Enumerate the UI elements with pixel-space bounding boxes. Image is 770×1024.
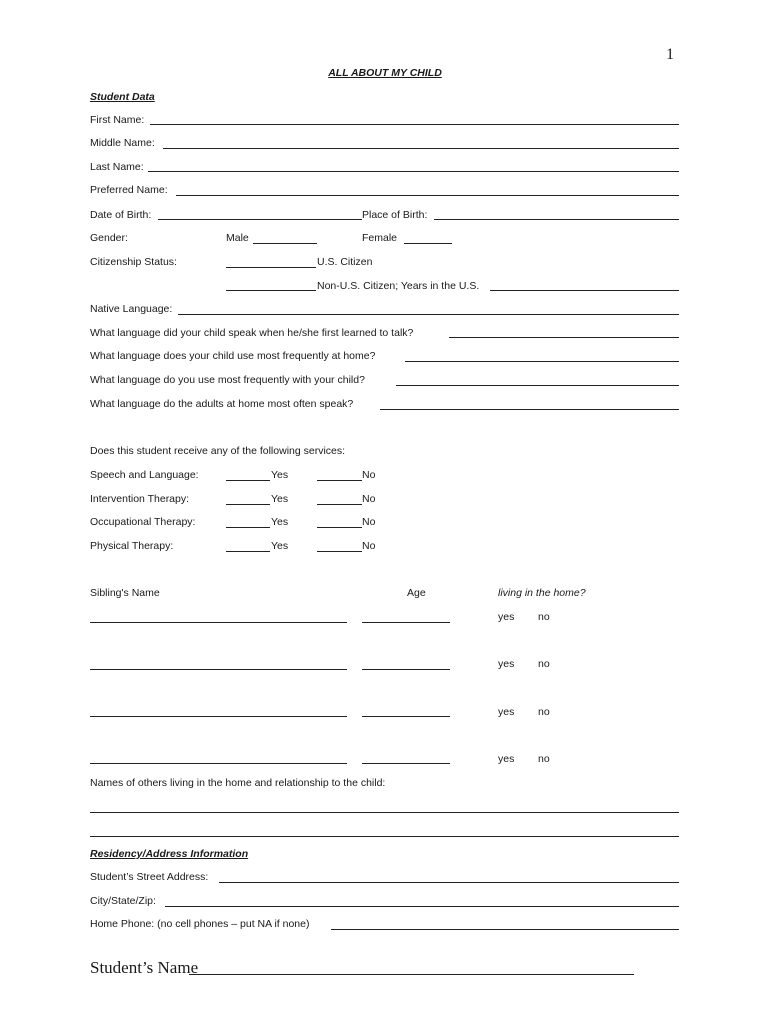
service-no-field[interactable] — [317, 480, 362, 481]
gender-label: Gender: — [90, 232, 128, 244]
city-state-zip-label: City/State/Zip: — [90, 895, 156, 907]
sibling-age-field[interactable] — [362, 669, 450, 670]
last-name-field[interactable] — [148, 171, 679, 172]
footer-student-name-label: Student’s Name — [90, 958, 199, 977]
student-data-heading: Student Data — [90, 91, 155, 103]
place-of-birth-label: Place of Birth: — [362, 209, 428, 221]
sibling-yes-option[interactable]: yes — [498, 658, 515, 670]
service-yes-label: Yes — [271, 516, 289, 528]
service-no-label: No — [362, 516, 376, 528]
child-home-language-field[interactable] — [405, 361, 679, 362]
service-label: Intervention Therapy: — [90, 493, 190, 505]
last-name-label: Last Name: — [90, 161, 144, 173]
service-no-label: No — [362, 493, 376, 505]
service-yes-field[interactable] — [226, 480, 270, 481]
sibling-age-field[interactable] — [362, 763, 450, 764]
us-citizen-field[interactable] — [226, 267, 316, 268]
preferred-name-label: Preferred Name: — [90, 184, 168, 196]
street-address-field[interactable] — [219, 882, 679, 883]
female-label: Female — [362, 232, 398, 244]
service-no-label: No — [362, 469, 376, 481]
service-yes-label: Yes — [271, 469, 289, 481]
first-name-label: First Name: — [90, 114, 145, 126]
others-in-home-field[interactable] — [90, 836, 679, 837]
sibling-yes-option[interactable]: yes — [498, 611, 515, 623]
first-talk-language-label: What language did your child speak when he/she first learned to talk? — [90, 327, 414, 339]
sibling-age-field[interactable] — [362, 622, 450, 623]
sibling-age-header: Age — [407, 587, 426, 599]
parent-language-field[interactable] — [396, 385, 679, 386]
non-us-citizen-field[interactable] — [226, 290, 316, 291]
place-of-birth-field[interactable] — [434, 219, 679, 220]
city-state-zip-field[interactable] — [165, 906, 679, 907]
footer-student-name-field[interactable] — [189, 974, 634, 975]
adults-language-label: What language do the adults at home most often speak? — [90, 398, 354, 410]
service-no-field[interactable] — [317, 551, 362, 552]
sibling-no-option[interactable]: no — [538, 753, 550, 765]
service-no-field[interactable] — [317, 527, 362, 528]
sibling-yes-option[interactable]: yes — [498, 753, 515, 765]
sibling-yes-option[interactable]: yes — [498, 706, 515, 718]
date-of-birth-label: Date of Birth: — [90, 209, 152, 221]
first-talk-language-field[interactable] — [449, 337, 679, 338]
first-name-field[interactable] — [150, 124, 679, 125]
sibling-name-field[interactable] — [90, 716, 347, 717]
native-language-label: Native Language: — [90, 303, 173, 315]
service-yes-field[interactable] — [226, 504, 270, 505]
page-number: 1 — [666, 46, 674, 63]
sibling-no-option[interactable]: no — [538, 658, 550, 670]
street-address-label: Student’s Street Address: — [90, 871, 209, 883]
sibling-no-option[interactable]: no — [538, 706, 550, 718]
form-title: ALL ABOUT MY CHILD — [328, 67, 442, 79]
residency-heading: Residency/Address Information — [90, 848, 249, 860]
sibling-living-header: living in the home? — [498, 587, 586, 599]
service-yes-label: Yes — [271, 493, 289, 505]
middle-name-field[interactable] — [163, 148, 679, 149]
middle-name-label: Middle Name: — [90, 137, 155, 149]
adults-language-field[interactable] — [380, 409, 679, 410]
male-field[interactable] — [253, 243, 317, 244]
date-of-birth-field[interactable] — [158, 219, 362, 220]
sibling-name-header: Sibling's Name — [90, 587, 160, 599]
service-label: Speech and Language: — [90, 469, 199, 481]
sibling-name-field[interactable] — [90, 622, 347, 623]
sibling-name-field[interactable] — [90, 763, 347, 764]
child-home-language-label: What language does your child use most frequently at home? — [90, 350, 376, 362]
service-no-field[interactable] — [317, 504, 362, 505]
us-citizen-label: U.S. Citizen — [317, 256, 373, 268]
years-in-us-field[interactable] — [490, 290, 679, 291]
female-field[interactable] — [404, 243, 452, 244]
sibling-no-option[interactable]: no — [538, 611, 550, 623]
service-yes-field[interactable] — [226, 551, 270, 552]
non-us-citizen-label: Non-U.S. Citizen; Years in the U.S. — [317, 280, 480, 292]
preferred-name-field[interactable] — [176, 195, 679, 196]
male-label: Male — [226, 232, 249, 244]
service-label: Occupational Therapy: — [90, 516, 196, 528]
home-phone-label: Home Phone: (no cell phones – put NA if none) — [90, 918, 310, 930]
service-yes-field[interactable] — [226, 527, 270, 528]
others-in-home-field[interactable] — [90, 812, 679, 813]
service-label: Physical Therapy: — [90, 540, 174, 552]
services-question: Does this student receive any of the following services: — [90, 445, 346, 457]
sibling-name-field[interactable] — [90, 669, 347, 670]
service-no-label: No — [362, 540, 376, 552]
service-yes-label: Yes — [271, 540, 289, 552]
native-language-field[interactable] — [178, 314, 679, 315]
home-phone-field[interactable] — [331, 929, 679, 930]
citizenship-status-label: Citizenship Status: — [90, 256, 177, 268]
parent-language-label: What language do you use most frequently with your child? — [90, 374, 365, 386]
sibling-age-field[interactable] — [362, 716, 450, 717]
others-in-home-label: Names of others living in the home and relationship to the child: — [90, 777, 386, 789]
